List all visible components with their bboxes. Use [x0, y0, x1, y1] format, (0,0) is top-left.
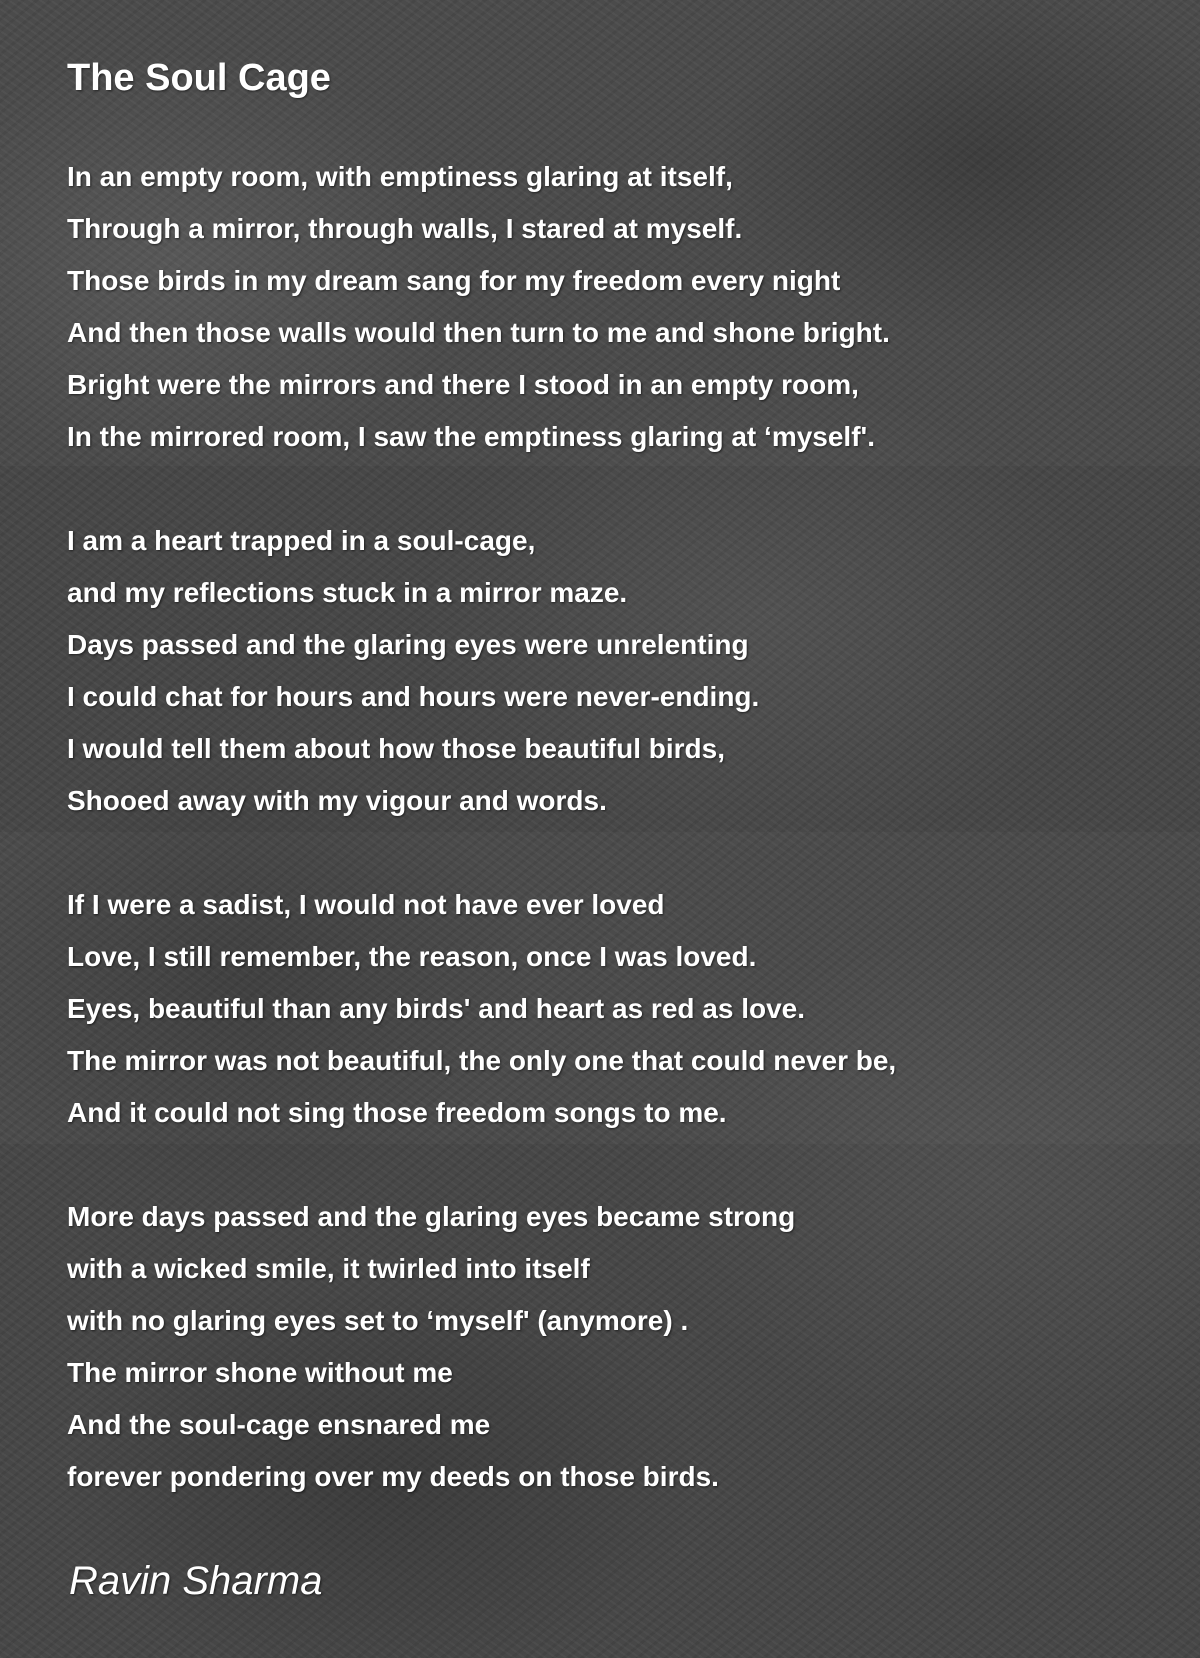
poem-line: If I were a sadist, I would not have ever loved — [67, 889, 665, 920]
stanza-4 — [67, 1191, 1167, 1503]
poem-title: The Soul Cage — [67, 57, 331, 99]
poem-line: and my reflections stuck in a mirror maze. — [67, 577, 628, 608]
stanza-3 — [67, 879, 1167, 1139]
poem-line: forever pondering over my deeds on those birds. — [67, 1461, 719, 1492]
poem-line: More days passed and the glaring eyes became strong — [67, 1201, 796, 1232]
poem-line: And then those walls would then turn to me and shone bright. — [67, 317, 890, 348]
poem-line: In an empty room, with emptiness glaring at itself, — [67, 161, 733, 192]
poem-line: with a wicked smile, it twirled into itself — [67, 1253, 590, 1284]
poem-line: with no glaring eyes set to ‘myself' (anymore) . — [67, 1305, 689, 1336]
poem-line: Those birds in my dream sang for my freedom every night — [67, 265, 841, 296]
stanza-1 — [67, 151, 1167, 463]
poem-line: Days passed and the glaring eyes were unrelenting — [67, 629, 749, 660]
poem-line: I am a heart trapped in a soul-cage, — [67, 525, 536, 556]
poem-line: Eyes, beautiful than any birds' and heart as red as love. — [67, 993, 806, 1024]
poem-line: Love, I still remember, the reason, once I was loved. — [67, 941, 757, 972]
poem-body — [67, 151, 1167, 1503]
poem-line: And the soul-cage ensnared me — [67, 1409, 491, 1440]
poem-line: In the mirrored room, I saw the emptiness glaring at ‘myself'. — [67, 421, 875, 452]
poem-line: I would tell them about how those beautiful birds, — [67, 733, 725, 764]
stanza-2 — [67, 515, 1167, 827]
poem-line: And it could not sing those freedom songs to me. — [67, 1097, 727, 1128]
poem-line: I could chat for hours and hours were never-ending. — [67, 681, 760, 712]
poem-line: The mirror shone without me — [67, 1357, 453, 1388]
poem-line: Through a mirror, through walls, I stared at myself. — [67, 213, 743, 244]
poem-line: The mirror was not beautiful, the only one that could never be, — [67, 1045, 897, 1076]
poem — [67, 0, 1167, 1555]
poem-line: Shooed away with my vigour and words. — [67, 785, 607, 816]
poem-line: Bright were the mirrors and there I stood in an empty room, — [67, 369, 859, 400]
poem-author: Ravin Sharma — [69, 1559, 323, 1603]
